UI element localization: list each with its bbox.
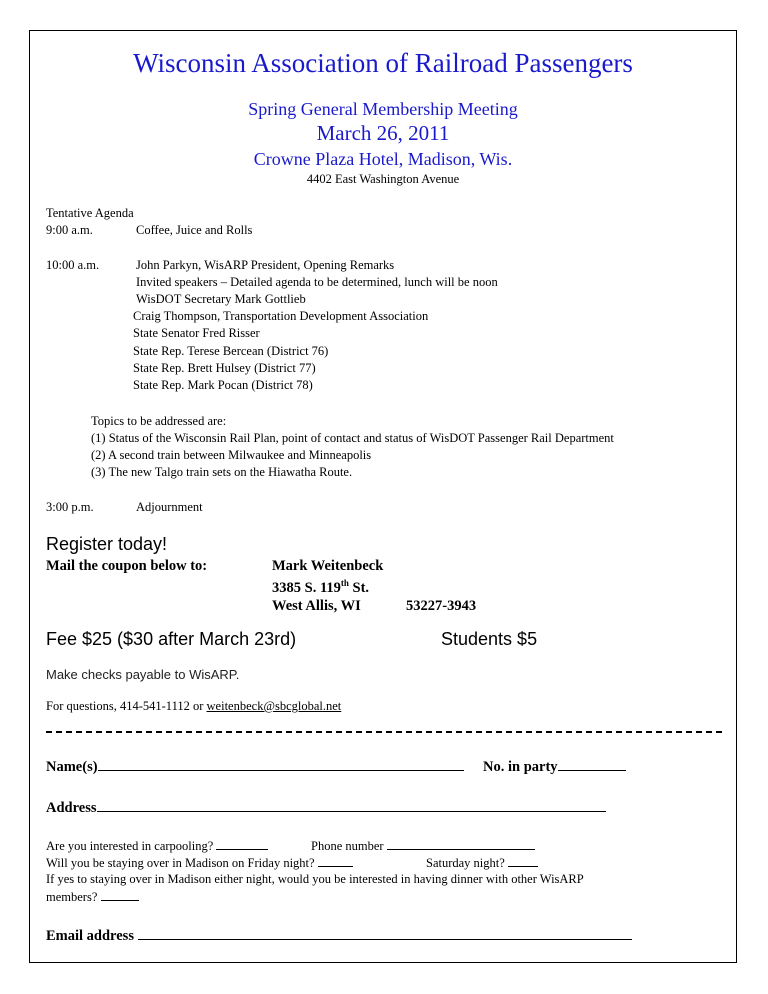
phone-label: Phone number — [311, 839, 384, 853]
address-field[interactable] — [46, 800, 606, 817]
email-field[interactable] — [46, 928, 632, 945]
contact-email-link[interactable]: weitenbeck@sbcglobal.net — [206, 699, 342, 713]
dinner-label: members? — [46, 890, 98, 904]
dinner-blank[interactable] — [101, 889, 139, 901]
street-end: St. — [348, 579, 370, 596]
meeting-title: Spring General Membership Meeting — [248, 99, 518, 119]
saturday-field[interactable] — [426, 855, 538, 871]
speaker-line: State Rep. Terese Bercean (District 76) — [133, 344, 329, 358]
speaker-line: Craig Thompson, Transportation Development Association — [133, 309, 429, 323]
agenda-text: Coffee, Juice and Rolls — [136, 223, 253, 237]
carpool-field[interactable] — [46, 838, 268, 854]
email-blank[interactable] — [138, 928, 632, 940]
topic-item: (2) A second train between Milwaukee and Minneapolis — [91, 448, 372, 462]
street-suffix: th — [340, 578, 349, 588]
address-label: Address — [46, 800, 97, 816]
flyer-page — [29, 30, 737, 963]
fee-text: Fee $25 ($30 after March 23rd) — [46, 629, 297, 649]
mail-label: Mail the coupon below to: — [46, 558, 208, 574]
meeting-date: March 26, 2011 — [316, 121, 450, 145]
saturday-blank[interactable] — [508, 855, 538, 867]
agenda-heading: Tentative Agenda — [46, 206, 134, 220]
mail-name: Mark Weitenbeck — [272, 558, 384, 574]
mail-city: West Allis, WI — [272, 598, 361, 614]
adjourn-time: 3:00 p.m. — [46, 500, 94, 514]
org-title: Wisconsin Association of Railroad Passengers — [133, 48, 633, 78]
party-label: No. in party — [483, 759, 558, 775]
friday-label: Will you be staying over in Madison on Friday night? — [46, 856, 315, 870]
meeting-venue: Crowne Plaza Hotel, Madison, Wis. — [253, 149, 513, 169]
adjourn-text: Adjournment — [136, 500, 203, 514]
carpool-blank[interactable] — [216, 838, 268, 850]
phone-field[interactable] — [311, 838, 535, 854]
speaker-line: State Rep. Mark Pocan (District 78) — [133, 378, 313, 392]
names-field[interactable] — [46, 759, 464, 776]
topics-heading: Topics to be addressed are: — [91, 414, 227, 428]
mail-street — [272, 578, 369, 597]
topic-item: (1) Status of the Wisconsin Rail Plan, point of contact and status of WisDOT Passenger Rail Department — [91, 431, 614, 445]
phone-blank[interactable] — [387, 838, 535, 850]
names-blank[interactable] — [98, 759, 464, 771]
friday-field[interactable] — [46, 855, 353, 871]
questions-label: For questions, 414-541-1112 or — [46, 699, 204, 713]
topic-item: (3) The new Talgo train sets on the Hiawatha Route. — [91, 465, 353, 479]
speaker-line: WisDOT Secretary Mark Gottlieb — [136, 292, 306, 306]
speaker-line: State Senator Fred Risser — [133, 326, 260, 340]
mail-zip: 53227-3943 — [406, 598, 477, 614]
students-fee: Students $5 — [441, 629, 538, 649]
questions-text — [46, 699, 341, 714]
email-label: Email address — [46, 928, 134, 944]
party-field[interactable] — [483, 759, 626, 776]
venue-address: 4402 East Washington Avenue — [306, 172, 460, 186]
names-label: Name(s) — [46, 759, 98, 775]
party-blank[interactable] — [558, 759, 626, 771]
agenda-time: 9:00 a.m. — [46, 223, 93, 237]
speaker-line: Invited speakers – Detailed agenda to be determined, lunch will be noon — [136, 275, 498, 289]
dinner-field[interactable] — [46, 889, 139, 905]
street-number: 3385 S. 119 — [272, 579, 341, 596]
address-blank[interactable] — [97, 800, 606, 812]
friday-blank[interactable] — [318, 855, 353, 867]
dinner-question: If yes to staying over in Madison either night, would you be interested in having dinner with other WisARP — [46, 872, 584, 886]
agenda-time: 10:00 a.m. — [46, 258, 100, 272]
saturday-label: Saturday night? — [426, 856, 505, 870]
agenda-text: John Parkyn, WisARP President, Opening Remarks — [136, 258, 395, 272]
cut-line — [46, 731, 722, 733]
speaker-line: State Rep. Brett Hulsey (District 77) — [133, 361, 316, 375]
checks-note: Make checks payable to WisARP. — [46, 667, 240, 682]
carpool-label: Are you interested in carpooling? — [46, 839, 214, 853]
register-heading: Register today! — [46, 534, 168, 554]
